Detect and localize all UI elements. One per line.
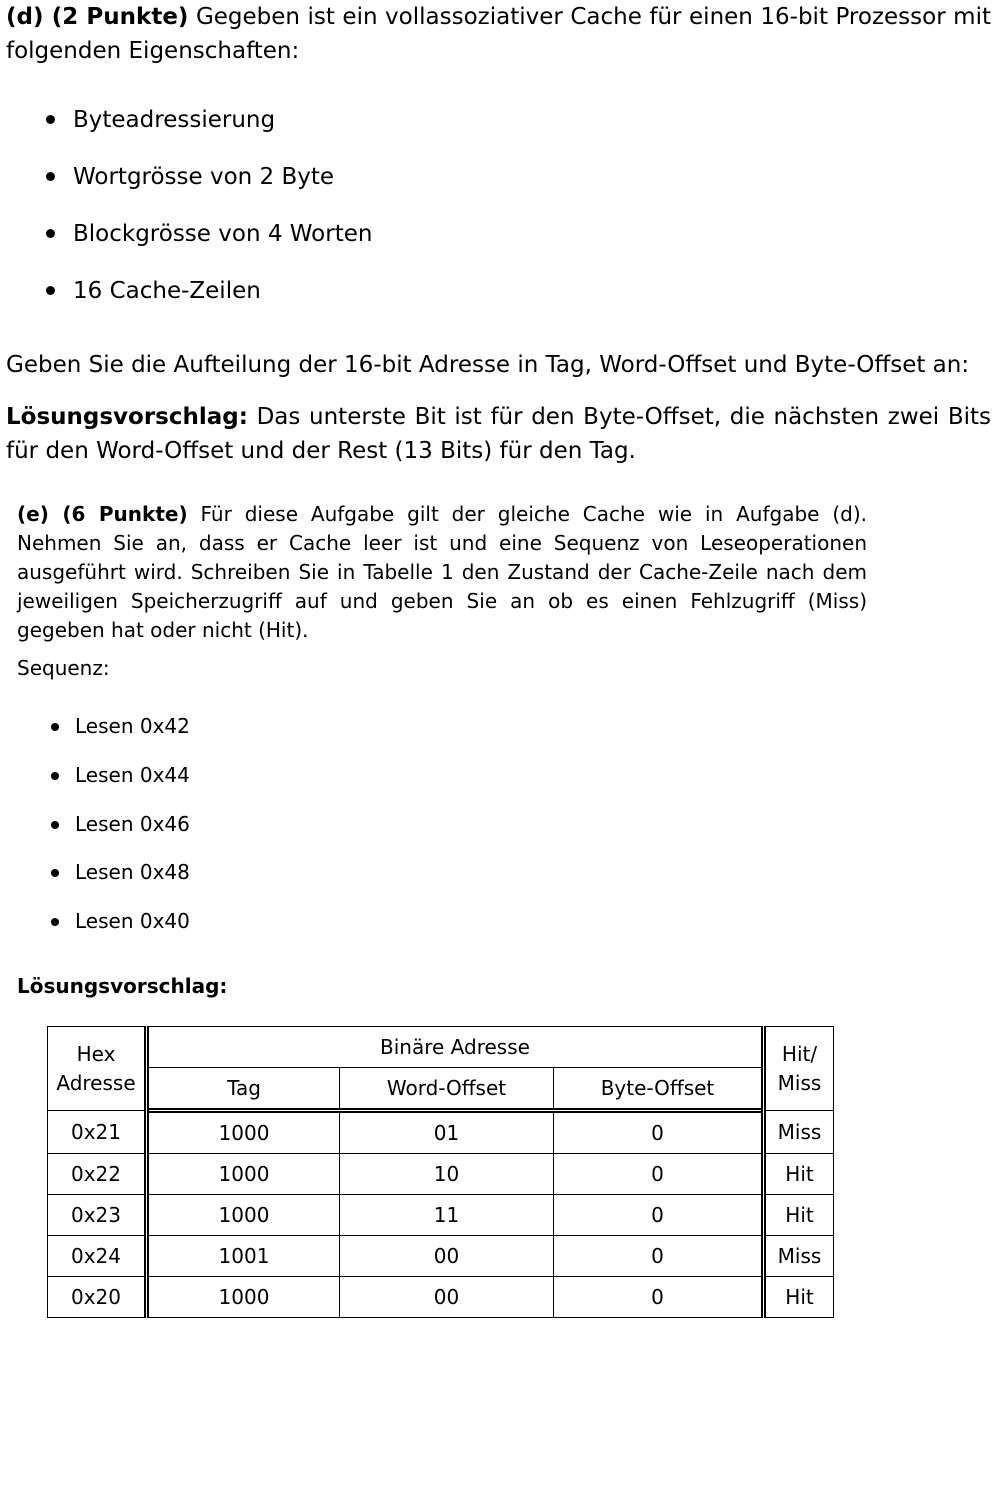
bullet-icon [46, 286, 55, 295]
cache-table [47, 1026, 834, 1318]
cell-result: Miss [764, 1236, 834, 1277]
cache-properties-list [46, 103, 372, 331]
table-row [48, 1154, 834, 1195]
cell-result: Hit [764, 1277, 834, 1318]
part-d-question: Geben Sie die Aufteilung der 16-bit Adresse in Tag, Word-Offset und Byte-Offset an: [6, 352, 970, 378]
sequence-text: Lesen 0x44 [75, 762, 190, 787]
table-row [48, 1236, 834, 1277]
part-d-intro-paragraph [6, 0, 991, 68]
header-hex-line2: Adresse [56, 1070, 136, 1095]
list-item [51, 907, 190, 956]
cell-tag: 1001 [147, 1236, 340, 1277]
sequence-text: Lesen 0x42 [75, 714, 190, 738]
sequence-text: Lesen 0x46 [75, 811, 190, 836]
cell-tag: 1000 [147, 1195, 340, 1236]
property-text: Wortgrösse von 2 Byte [73, 164, 335, 190]
list-item [46, 217, 372, 274]
header-hitmiss-line1: Hit/ [781, 1041, 818, 1066]
table-row [48, 1277, 834, 1318]
cell-result: Hit [764, 1195, 834, 1236]
cell-hex: 0x24 [48, 1236, 147, 1277]
list-item [51, 761, 190, 810]
bullet-icon [46, 172, 55, 181]
part-d-section [6, 0, 991, 464]
property-text: Blockgrösse von 4 Worten [73, 221, 373, 247]
cell-byte-offset: 0 [554, 1236, 764, 1277]
sequence-list [51, 712, 190, 956]
list-item [46, 160, 372, 217]
list-item [46, 103, 372, 160]
bullet-icon [51, 918, 59, 926]
part-e-heading: (e) (6 Punkte) [17, 502, 188, 526]
cell-tag: 1000 [147, 1111, 340, 1154]
cell-word-offset: 01 [340, 1111, 554, 1154]
sequence-label: Sequenz: [17, 656, 110, 680]
bullet-icon [51, 772, 59, 780]
cell-byte-offset: 0 [554, 1111, 764, 1154]
table-row [48, 1111, 834, 1154]
part-e-solution-label: Lösungsvorschlag: [17, 974, 228, 998]
cell-result: Hit [764, 1154, 834, 1195]
part-e-intro: Für diese Aufgabe gilt der gleiche Cache wie in Aufgabe (d). Nehmen Sie an, dass er Cache leer ist und eine Sequenz von Leseoperationen ausgeführt wird. Schreiben Sie in Tabelle 1 den Zustand der Cache-Zeile nach dem jeweiligen Speicherzugriff auf und geben Sie an ob es einen Fehlzugriff (Miss) gegeben hat oder nicht (Hit). [17, 502, 868, 642]
cell-hex: 0x21 [48, 1111, 147, 1154]
header-tag: Tag [147, 1068, 340, 1111]
list-item [46, 274, 372, 331]
property-text: 16 Cache-Zeilen [73, 278, 261, 304]
cell-result: Miss [764, 1111, 834, 1154]
part-d-intro: Gegeben ist ein vollassoziativer Cache für einen 16-bit Prozessor mit folgenden Eigenschaften: [6, 4, 991, 64]
table-subheader-row [48, 1068, 834, 1111]
cell-word-offset: 00 [340, 1277, 554, 1318]
cell-byte-offset: 0 [554, 1195, 764, 1236]
cell-hex: 0x23 [48, 1195, 147, 1236]
part-e-section [17, 500, 868, 998]
sequence-text: Lesen 0x40 [75, 909, 190, 934]
header-hitmiss-line2: Miss [777, 1070, 822, 1095]
header-hex-line1: Hex [76, 1041, 116, 1066]
table-row [48, 1195, 834, 1236]
part-d-solution [6, 400, 991, 468]
part-d-heading: (d) (2 Punkte) [6, 4, 189, 30]
cell-tag: 1000 [147, 1277, 340, 1318]
cell-byte-offset: 0 [554, 1277, 764, 1318]
cell-word-offset: 10 [340, 1154, 554, 1195]
cell-word-offset: 00 [340, 1236, 554, 1277]
list-item [51, 810, 190, 859]
list-item [51, 712, 190, 761]
bullet-icon [51, 723, 59, 731]
header-byte-offset: Byte-Offset [554, 1068, 764, 1111]
header-hitmiss [764, 1027, 834, 1111]
cell-word-offset: 11 [340, 1195, 554, 1236]
bullet-icon [51, 821, 59, 829]
part-d-solution-label: Lösungsvorschlag: [6, 404, 248, 430]
table-header-row [48, 1027, 834, 1068]
header-binary: Binäre Adresse [147, 1027, 764, 1068]
header-hex [48, 1027, 147, 1111]
list-item [51, 858, 190, 907]
bullet-icon [46, 229, 55, 238]
header-word-offset: Word-Offset [340, 1068, 554, 1111]
bullet-icon [51, 869, 59, 877]
cell-byte-offset: 0 [554, 1154, 764, 1195]
part-d-solution-text: Das unterste Bit ist für den Byte-Offset, die nächsten zwei Bits für den Word-Offset und der Rest (13 Bits) für den Tag. [6, 404, 991, 464]
bullet-icon [46, 115, 55, 124]
cell-tag: 1000 [147, 1154, 340, 1195]
cell-hex: 0x20 [48, 1277, 147, 1318]
cell-hex: 0x22 [48, 1154, 147, 1195]
property-text: Byteadressierung [73, 107, 276, 133]
sequence-text: Lesen 0x48 [75, 860, 190, 885]
part-e-intro-paragraph [17, 500, 867, 645]
